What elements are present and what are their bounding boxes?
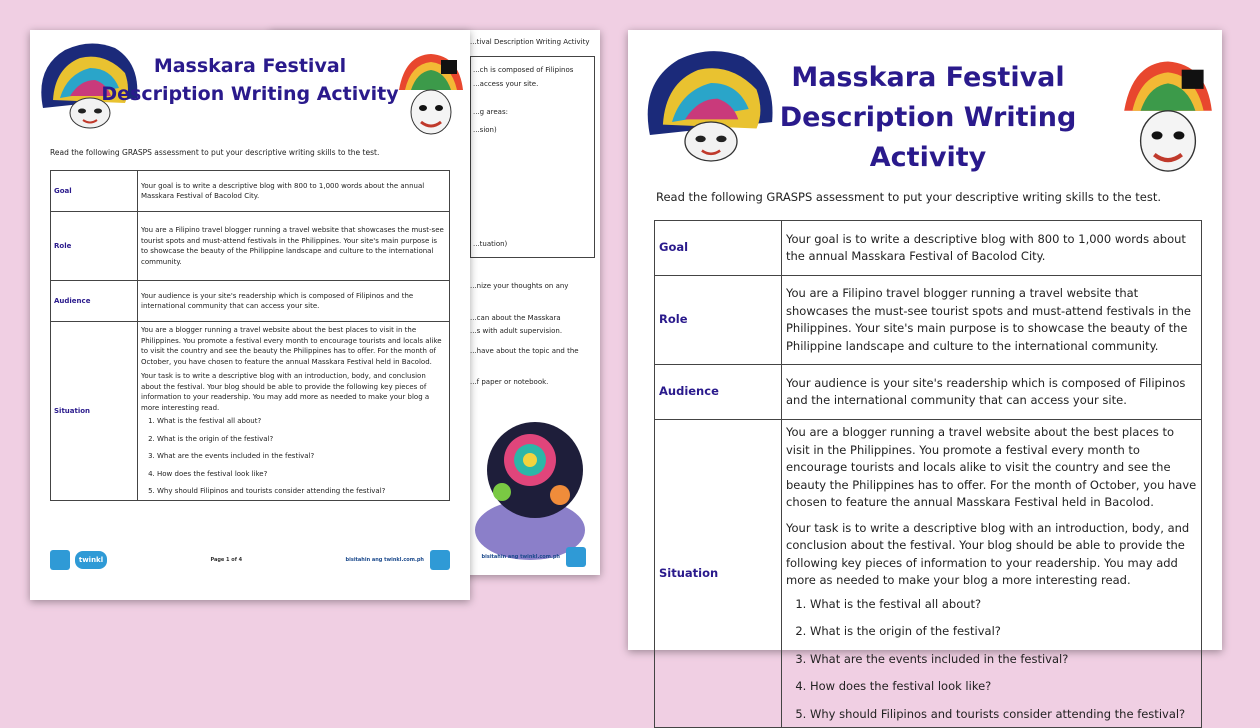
twinkl-logo-icon bbox=[566, 547, 586, 567]
grasps-table bbox=[50, 170, 450, 501]
table-row bbox=[655, 365, 1202, 420]
question-item: 4. How does the festival look like? bbox=[157, 469, 446, 480]
table-row bbox=[655, 221, 1202, 276]
back-line: ...have about the topic and the bbox=[470, 347, 579, 355]
footer-site-text: bisitahin ang twinkl.com.ph bbox=[481, 554, 560, 560]
footer-logos bbox=[50, 550, 107, 570]
row-text-audience: Your audience is your site's readership which is composed of Filipinos and the international community that can access your site. bbox=[782, 365, 1202, 420]
grasps-table bbox=[654, 220, 1202, 728]
back-line: ...can about the Masskara bbox=[470, 314, 561, 322]
front-worksheet-page bbox=[30, 30, 470, 600]
question-item: 2. What is the origin of the festival? bbox=[157, 434, 446, 445]
situation-paragraph-2: Your task is to write a descriptive blog with an introduction, body, and conclusion about the festival. Your blog should be able to provide the following key pieces of information to your readership. You may add more as needed to make your blog a more interesting read. bbox=[141, 372, 430, 412]
intro-text: Read the following GRASPS assessment to put your descriptive writing skills to the test. bbox=[50, 148, 380, 157]
row-label-audience: Audience bbox=[51, 281, 138, 322]
twinkl-logo-icon bbox=[430, 550, 450, 570]
festival-mask-icon bbox=[395, 50, 467, 142]
title-line-1: Masskara Festival bbox=[153, 55, 347, 77]
row-text-situation bbox=[782, 420, 1202, 728]
row-text-role: You are a Filipino travel blogger running a travel website that showcases the must-see tourist spots and must-attend festivals in the Philippines. Your site's main purpose is to showcase the beauty of the Philippine landscape and culture to the international community. bbox=[138, 212, 450, 281]
page-number: Page 1 of 4 bbox=[210, 557, 243, 563]
question-item: 1. What is the festival all about? bbox=[810, 596, 1197, 614]
question-item: 5. Why should Filipinos and tourists consider attending the festival? bbox=[810, 706, 1197, 724]
question-item: 2. What is the origin of the festival? bbox=[810, 623, 1197, 641]
worksheet-title bbox=[718, 58, 1138, 178]
row-label-audience: Audience bbox=[655, 365, 782, 420]
row-text-situation bbox=[138, 322, 450, 501]
festival-mask-illustration bbox=[460, 400, 590, 560]
question-item: 3. What are the events included in the festival? bbox=[157, 451, 446, 462]
intro-text: Read the following GRASPS assessment to put your descriptive writing skills to the test. bbox=[656, 190, 1161, 204]
row-text-goal: Your goal is to write a descriptive blog with 800 to 1,000 words about the annual Masskara Festival of Bacolod City. bbox=[782, 221, 1202, 276]
twinkl-logo: twinkl bbox=[75, 551, 107, 569]
back-page-header: ...tival Description Writing Activity bbox=[470, 38, 590, 46]
situation-paragraph-1: You are a blogger running a travel website about the best places to visit in the Philippines. You promote a festival every month to encourage tourists and locals alike to visit the country and see the beauty the Philippines has to offer. For the month of October, you have chosen to feature the annual Masskara Festival held in Bacolod. bbox=[786, 425, 1197, 509]
row-label-role: Role bbox=[655, 276, 782, 365]
row-text-audience: Your audience is your site's readership which is composed of Filipinos and the international community that can access your site. bbox=[138, 281, 450, 322]
back-line: ...f paper or notebook. bbox=[470, 378, 549, 386]
table-row bbox=[51, 171, 450, 212]
front-footer bbox=[30, 550, 470, 570]
question-list bbox=[141, 416, 446, 497]
row-text-role: You are a Filipino travel blogger running a travel website that showcases the must-see tourist spots and must-attend festivals in the Philippines. Your site's main purpose is to showcase the beauty of the Philippine landscape and culture to the international community. bbox=[782, 276, 1202, 365]
back-line: ...sion) bbox=[473, 126, 497, 134]
footer-site-text: bisitahin ang twinkl.com.ph bbox=[345, 557, 424, 563]
title-line-2: Description Writing Activity bbox=[779, 102, 1077, 173]
title-line-2: Description Writing Activity bbox=[101, 83, 399, 105]
title-line-1: Masskara Festival bbox=[791, 62, 1065, 93]
question-item: 5. Why should Filipinos and tourists consider attending the festival? bbox=[157, 486, 446, 497]
app-logo-icon bbox=[50, 550, 70, 570]
row-label-situation: Situation bbox=[655, 420, 782, 728]
row-label-situation: Situation bbox=[51, 322, 138, 501]
table-row bbox=[51, 212, 450, 281]
back-line: ...access your site. bbox=[473, 80, 539, 88]
question-item: 1. What is the festival all about? bbox=[157, 416, 446, 427]
back-line: ...ch is composed of Filipinos bbox=[473, 66, 574, 74]
situation-paragraph-1: You are a blogger running a travel website about the best places to visit in the Philippines. You promote a festival every month to encourage tourists and locals alike to visit the country and see the beauty the Philippines has to offer. For the month of October, you have chosen to feature the annual Masskara Festival held in Bacolod. bbox=[141, 326, 442, 366]
situation-paragraph-2: Your task is to write a descriptive blog with an introduction, body, and conclusion about the festival. Your blog should be able to provide the following key pieces of information to your readership. You may add more as needed to make your blog a more interesting read. bbox=[786, 520, 1190, 587]
question-item: 3. What are the events included in the festival? bbox=[810, 651, 1197, 669]
question-item: 4. How does the festival look like? bbox=[810, 678, 1197, 696]
row-text-goal: Your goal is to write a descriptive blog with 800 to 1,000 words about the annual Masskara Festival of Bacolod City. bbox=[138, 171, 450, 212]
zoomed-worksheet-page bbox=[628, 30, 1222, 721]
row-label-goal: Goal bbox=[51, 171, 138, 212]
table-row bbox=[655, 276, 1202, 365]
back-line: ...g areas: bbox=[473, 108, 508, 116]
back-line: ...s with adult supervision. bbox=[470, 327, 563, 335]
footer-right bbox=[346, 550, 450, 570]
row-label-role: Role bbox=[51, 212, 138, 281]
question-list bbox=[786, 596, 1197, 724]
worksheet-title bbox=[100, 52, 400, 108]
back-line: ...nize your thoughts on any bbox=[470, 282, 569, 290]
back-line: ...tuation) bbox=[473, 240, 508, 248]
table-row bbox=[51, 281, 450, 322]
row-label-goal: Goal bbox=[655, 221, 782, 276]
table-row bbox=[655, 420, 1202, 728]
table-row bbox=[51, 322, 450, 501]
